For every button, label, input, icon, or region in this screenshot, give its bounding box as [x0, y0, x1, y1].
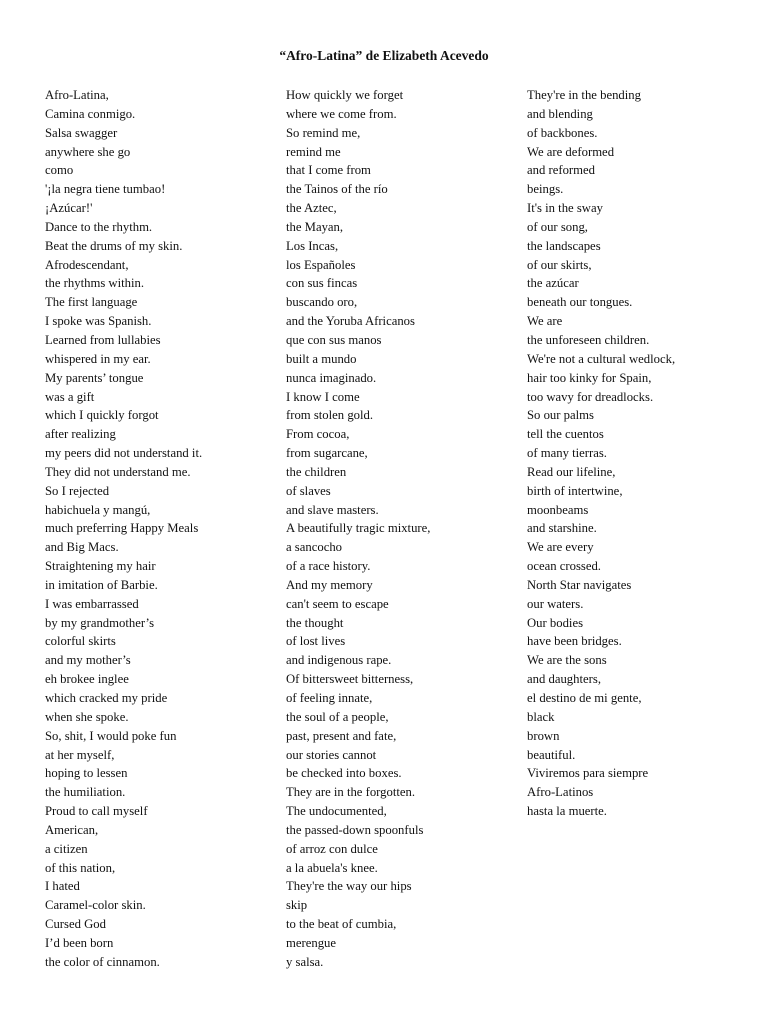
poem-line: and daughters,	[527, 672, 601, 687]
poem-line: We are the sons	[527, 653, 607, 668]
poem-line: the color of cinnamon.	[45, 954, 160, 969]
poem-line: the azúcar	[527, 276, 579, 291]
poem-line: the passed-down spoonfuls	[286, 822, 424, 837]
poem-line: Of bittersweet bitterness,	[286, 672, 414, 687]
poem-line: of feeling innate,	[286, 691, 373, 705]
poem-line: of our song,	[527, 219, 588, 234]
poem-line: I was embarrassed	[45, 596, 139, 611]
poem-line: from stolen gold.	[286, 408, 374, 423]
poem-line: We are deformed	[527, 144, 615, 159]
poem-line: Read our lifeline,	[527, 464, 616, 479]
poem-line: Dance to the rhythm.	[45, 219, 153, 234]
poem-line: our stories cannot	[286, 747, 377, 762]
poem-line: ocean crossed.	[527, 559, 601, 574]
poem-line: My parents’ tongue	[45, 370, 144, 385]
poem-line: of our skirts,	[527, 257, 592, 272]
poem-line: I hated	[45, 879, 80, 894]
poem-line: colorful skirts	[45, 634, 116, 649]
poem-line: Los Incas,	[286, 238, 339, 253]
poem-line: y salsa.	[286, 954, 324, 969]
poem-line: the soul of a people,	[286, 709, 389, 724]
poem-line: when she spoke.	[45, 709, 129, 724]
poem-line: I know I come	[286, 389, 360, 404]
poem-line: los Españoles	[286, 257, 356, 272]
poem-line: a la abuela's knee.	[286, 860, 378, 875]
poem-line: que con sus manos	[286, 332, 382, 347]
poem-line: I’d been born	[45, 935, 114, 950]
poem-column-1	[45, 86, 275, 972]
poem-line: the unforeseen children.	[527, 332, 650, 347]
poem-line: con sus fincas	[286, 276, 358, 291]
poem-line: Straightening my hair	[45, 559, 156, 574]
poem-column-3	[527, 86, 757, 821]
poem-line: We're not a cultural wedlock,	[527, 351, 676, 366]
poem-line: skip	[286, 898, 308, 913]
poem-line: the humiliation.	[45, 785, 126, 800]
poem-line: brown	[527, 728, 560, 743]
poem-line: the thought	[286, 615, 344, 630]
poem-line: where we come from.	[286, 106, 397, 121]
poem-line: of many tierras.	[527, 446, 607, 461]
poem-line: It's in the sway	[527, 201, 603, 216]
poem-line: Our bodies	[527, 615, 584, 630]
poem-line: How quickly we forget	[286, 88, 404, 102]
poem-line: whispered in my ear.	[45, 351, 151, 366]
poem-line: beings.	[527, 182, 564, 197]
poem-line: of slaves	[286, 483, 331, 498]
poem-line: From cocoa,	[286, 427, 350, 442]
poem-line: So remind me,	[286, 125, 361, 140]
poem-line: built a mundo	[286, 351, 357, 366]
poem-line: anywhere she go	[45, 144, 131, 159]
poem-column-2	[286, 86, 516, 972]
poem-line: our waters.	[527, 596, 584, 611]
poem-line: which cracked my pride	[45, 691, 168, 705]
poem-line: of backbones.	[527, 125, 598, 140]
poem-line: We are every	[527, 540, 594, 555]
poem-line: can't seem to escape	[286, 596, 389, 611]
poem-line: that I come from	[286, 163, 371, 178]
poem-line: which I quickly forgot	[45, 408, 159, 423]
poem-line: a citizen	[45, 841, 88, 856]
poem-line: and slave masters.	[286, 502, 379, 517]
poem-line: North Star navigates	[527, 577, 632, 592]
poem-line: was a gift	[45, 389, 95, 404]
poem-line: the rhythms within.	[45, 276, 145, 291]
poem-line: And my memory	[286, 577, 373, 592]
poem-line: of a race history.	[286, 559, 371, 574]
poem-line: Afro-Latina,	[45, 88, 109, 102]
poem-line: They're the way our hips	[286, 879, 412, 894]
poem-title: “Afro-Latina” de Elizabeth Acevedo	[279, 48, 489, 63]
poem-line: buscando oro,	[286, 295, 358, 310]
poem-line: at her myself,	[45, 747, 115, 762]
poem-line: habichuela y mangú,	[45, 502, 151, 517]
poem-line: the landscapes	[527, 238, 601, 253]
poem-line: eh brokee inglee	[45, 672, 129, 687]
poem-line: They're in the bending	[527, 88, 641, 102]
poem-line: much preferring Happy Meals	[45, 521, 199, 536]
poem-line: a sancocho	[286, 540, 343, 555]
poem-line: Beat the drums of my skin.	[45, 238, 183, 253]
poem-line: and indigenous rape.	[286, 653, 392, 668]
poem-line: the children	[286, 464, 347, 479]
poem-line: So I rejected	[45, 483, 110, 498]
poem-line: in imitation of Barbie.	[45, 577, 158, 592]
poem-line: past, present and fate,	[286, 728, 397, 743]
poem-line: We are	[527, 314, 563, 329]
poem-line: nunca imaginado.	[286, 370, 377, 385]
poem-line: como	[45, 163, 74, 178]
poem-line: They did not understand me.	[45, 464, 191, 479]
poem-line: moonbeams	[527, 502, 589, 517]
poem-line: So our palms	[527, 408, 594, 423]
poem-line: Salsa swagger	[45, 125, 118, 140]
poem-line: beautiful.	[527, 747, 576, 762]
poem-line: '¡la negra tiene tumbao!	[45, 182, 166, 197]
poem-line: tell the cuentos	[527, 427, 604, 442]
poem-line: black	[527, 709, 555, 724]
poem-line: and reformed	[527, 163, 595, 178]
poem-line: too wavy for dreadlocks.	[527, 389, 654, 404]
poem-line: They are in the forgotten.	[286, 785, 416, 800]
poem-line: to the beat of cumbia,	[286, 917, 397, 932]
poem-line: A beautifully tragic mixture,	[286, 521, 431, 536]
poem-line: Learned from lullabies	[45, 332, 161, 347]
poem-line: of lost lives	[286, 634, 346, 649]
poem-line: ¡Azúcar!'	[45, 201, 93, 216]
poem-line: I spoke was Spanish.	[45, 314, 152, 329]
poem-line: merengue	[286, 935, 337, 950]
poem-line: Camina conmigo.	[45, 106, 136, 121]
poem-line: hair too kinky for Spain,	[527, 370, 652, 385]
poem-line: beneath our tongues.	[527, 295, 633, 310]
poem-line: el destino de mi gente,	[527, 691, 642, 705]
poem-line: of arroz con dulce	[286, 841, 378, 856]
poem-line: my peers did not understand it.	[45, 446, 203, 461]
poem-line: and my mother’s	[45, 653, 131, 668]
poem-line: Afro-Latinos	[527, 785, 594, 800]
poem-line: have been bridges.	[527, 634, 622, 649]
poem-line: The first language	[45, 295, 138, 310]
poem-line: hoping to lessen	[45, 766, 128, 781]
poem-line: by my grandmother’s	[45, 615, 155, 630]
poem-line: Afrodescendant,	[45, 257, 129, 272]
poem-line: and starshine.	[527, 521, 597, 536]
poem-line: birth of intertwine,	[527, 483, 623, 498]
poem-line: Caramel-color skin.	[45, 898, 146, 913]
poem-line: and blending	[527, 106, 593, 121]
poem-line: after realizing	[45, 427, 116, 442]
poem-line: and the Yoruba Africanos	[286, 314, 415, 329]
poem-line: the Tainos of the río	[286, 182, 388, 197]
poem-line: American,	[45, 822, 99, 837]
poem-line: from sugarcane,	[286, 446, 368, 461]
poem-line: the Aztec,	[286, 201, 337, 216]
poem-line: So, shit, I would poke fun	[45, 728, 177, 743]
poem-line: Viviremos para siempre	[527, 766, 649, 781]
poem-line: and Big Macs.	[45, 540, 119, 555]
poem-line: of this nation,	[45, 860, 116, 875]
poem-line: the Mayan,	[286, 219, 344, 234]
poem-line: Proud to call myself	[45, 804, 148, 819]
poem-line: hasta la muerte.	[527, 804, 607, 819]
poem-line: The undocumented,	[286, 804, 387, 819]
poem-line: be checked into boxes.	[286, 766, 402, 781]
poem-line: remind me	[286, 144, 341, 159]
poem-line: Cursed God	[45, 917, 106, 932]
